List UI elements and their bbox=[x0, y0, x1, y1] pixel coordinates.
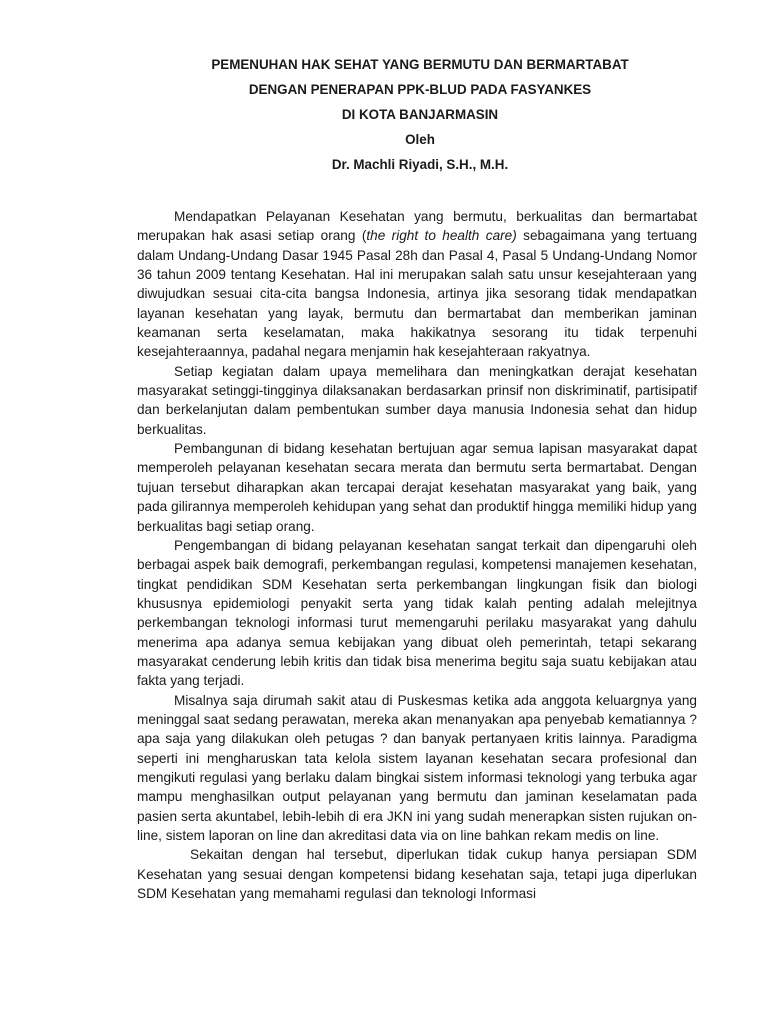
paragraph-6: Sekaitan dengan hal tersebut, diperlukan tidak cukup hanya persiapan SDM Kesehatan yang sesuai dengan kompetensi bidang kesehatan saja, tetapi juga diperlukan SDM Kesehatan yang memahami regulasi dan teknologi Informasi bbox=[137, 847, 697, 902]
document-title-line-1: PEMENUHAN HAK SEHAT YANG BERMUTU DAN BERMARTABAT bbox=[211, 57, 629, 72]
title-spacer bbox=[137, 177, 697, 207]
title-block bbox=[143, 52, 697, 177]
document-title-line-3: DI KOTA BANJARMASIN bbox=[341, 107, 499, 122]
author-name: Dr. Machli Riyadi, S.H., M.H. bbox=[331, 157, 509, 172]
document-page bbox=[137, 52, 697, 903]
paragraph-2: Setiap kegiatan dalam upaya memelihara dan meningkatkan derajat kesehatan masyarakat setinggi-tingginya dilaksanakan berdasarkan prinsif non diskriminatif, partisipatif dan berkelanjutan dalam pembentukan sumber daya manusia Indonesia sehat dan hidup berkualitas. bbox=[137, 363, 697, 437]
byline-label: Oleh bbox=[405, 132, 435, 147]
document-title-line-2: DENGAN PENERAPAN PPK-BLUD PADA FASYANKES bbox=[248, 82, 592, 97]
paragraph-3: Pembangunan di bidang kesehatan bertujuan agar semua lapisan masyarakat dapat memperoleh pelayanan kesehatan secara merata dan bermutu serta bermartabat. Dengan tujuan tersebut diharapkan akan tercapai derajat kesehatan masyarakat yang baik, yang pada gilirannya memperoleh kehidupan yang sehat dan produktif hingga memiliki hidup yang berkualitas bagi setiap orang. bbox=[137, 441, 697, 534]
paragraph-1-text-a: Mendapatkan Pelayanan Kesehatan yang bermutu, berkualitas dan bermartabat merupakan hak asasi setiap orang ( bbox=[137, 209, 697, 244]
paragraph-1-text-b: sebagaimana yang tertuang dalam Undang-Undang Dasar 1945 Pasal 28h dan Pasal 4, Pasal 5 Undang-Undang Nomor 36 tahun 2009 tentang Kesehatan. Hal ini merupakan salah satu unsur kesejahteraan yang diwujudkan sesuai cita-cita bangsa Indonesia, artinya jika sesorang tidak mendapatkan layanan kesehatan yang layak, bermutu dan bermartabat dan memberikan jaminan keamanan serta keselamatan, maka hakikatnya sesorang itu tidak terpenuhi kesejahteraannya, padahal negara menjamin hak kesejahteraan rakyatnya. bbox=[137, 228, 698, 360]
paragraph-5: Misalnya saja dirumah sakit atau di Puskesmas ketika ada anggota keluargnya yang meninggal saat sedang perawatan, mereka akan menanyakan apa penyebab kematiannya ? apa saja yang dilakukan oleh petugas ? dan banyak pertanyaen kritis lainnya. Paradigma seperti ini mengharuskan tata kelola sistem layanan kesehatan secara profesional dan mengikuti regulasi yang berlaku dalam bingkai sistem informasi teknologi yang terbuka agar mampu menghasilkan output pelayanan yang bermutu dan jaminan keselamatan pada pasien serta akuntabel, lebih-lebih di era JKN ini yang sudah menerapkan sisten rujukan on-line, sistem laporan on line dan akreditasi data via on line bahkan rekam medis on line. bbox=[137, 692, 697, 843]
paragraph-1 bbox=[137, 207, 697, 362]
paragraph-1-italic-phrase: the right to health care) bbox=[366, 228, 517, 244]
paragraph-4: Pengembangan di bidang pelayanan kesehatan sangat terkait dan dipengaruhi oleh berbagai aspek baik demografi, perkembangan regulasi, kompetensi manajemen kesehatan, tingkat pendidikan SDM Kesehatan serta perkembangan lingkungan fisik dan biologi khususnya epidemiologi penyakit serta yang tidak kalah penting adalah melejitnya perkembangan teknologi informasi turut memengaruhi perilaku masyarakat yang dahulu menerima apa adanya semua kebijakan yang dibuat oleh pemerintah, tetapi sekarang masyarakat cenderung lebih kritis dan tidak bisa menerima begitu saja suatu kebijakan atau fakta yang terjadi. bbox=[137, 537, 697, 689]
